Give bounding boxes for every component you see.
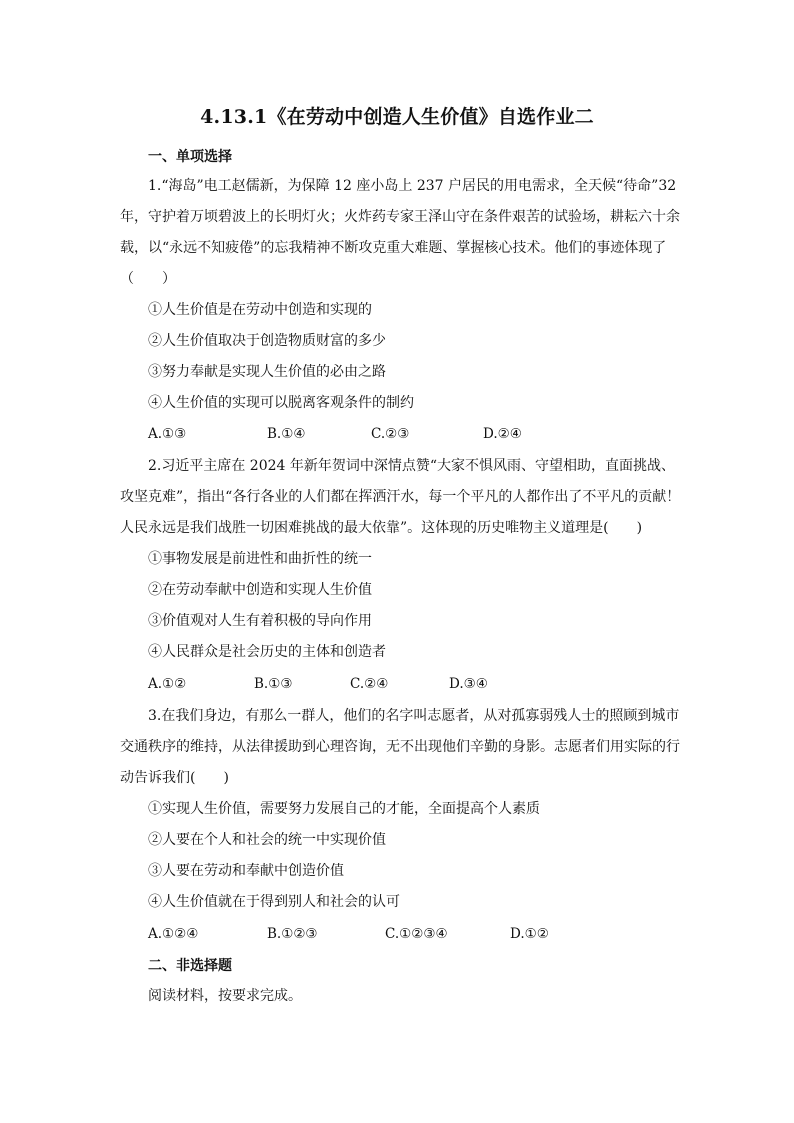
question-2-option-1: ①事物发展是前进性和曲折性的统一: [148, 551, 372, 567]
question-3-line-1: 3.在我们身边，有那么一群人，他们的名字叫志愿者，从对孤寡弱残人士的照顾到城市: [148, 708, 680, 724]
question-2-answer-c: C.②④: [350, 676, 389, 692]
question-2-answer-a: A.①②: [148, 676, 187, 692]
question-1-line-3: 载，以“永远不知疲倦”的忘我精神不断攻克重大难题、掌握核心技术。他们的事迹体现了: [120, 240, 667, 256]
question-1-answer-b: B.①④: [267, 426, 306, 442]
reading-instruction: 阅读材料，按要求完成。: [148, 988, 302, 1004]
question-1-option-1: ①人生价值是在劳动中创造和实现的: [148, 302, 372, 318]
question-2-line-1: 2.习近平主席在 2024 年新年贺词中深情点赞“大家不惧风雨、守望相助，直面挑战、: [148, 458, 676, 474]
question-2-option-2: ②在劳动奉献中创造和实现人生价值: [148, 582, 372, 598]
question-1-line-4: （ ）: [120, 271, 176, 287]
question-1-option-2: ②人生价值取决于创造物质财富的多少: [148, 333, 386, 349]
question-2-line-2: 攻坚克难”，指出“各行各业的人们都在挥洒汗水，每一个平凡的人都作出了不平凡的贡献！: [120, 489, 681, 505]
question-2-answer-d: D.③④: [449, 676, 488, 692]
question-1-option-4: ④人生价值的实现可以脱离客观条件的制约: [148, 395, 414, 411]
question-3-answer-b: B.①②③: [267, 926, 318, 942]
question-3-line-2: 交通秩序的维持，从法律援助到心理咨询，无不出现他们辛勤的身影。志愿者们用实际的行: [120, 739, 680, 755]
question-1-option-3: ③努力奉献是实现人生价值的必由之路: [148, 364, 386, 380]
question-3-option-2: ②人要在个人和社会的统一中实现价值: [148, 832, 386, 848]
page-title: 4.13.1《在劳动中创造人生价值》自选作业二: [200, 106, 594, 128]
question-1-answer-a: A.①③: [148, 426, 187, 442]
section-heading-single-choice: 一、单项选择: [148, 149, 232, 165]
question-2-option-4: ④人民群众是社会历史的主体和创造者: [148, 644, 386, 660]
question-1-answers: [148, 424, 680, 444]
question-3-answer-c: C.①②③④: [385, 926, 448, 942]
question-3-option-3: ③人要在劳动和奉献中创造价值: [148, 863, 344, 879]
question-3-line-3: 动告诉我们( ): [120, 770, 229, 786]
question-1-line-2: 年，守护着万顷碧波上的长明灯火；火炸药专家王泽山守在条件艰苦的试验场，耕耘六十余: [120, 209, 680, 225]
question-2-option-3: ③价值观对人生有着积极的导向作用: [148, 613, 372, 629]
question-3-answers: [148, 924, 680, 944]
question-1-answer-c: C.②③: [371, 426, 410, 442]
question-2-answer-b: B.①③: [254, 676, 293, 692]
question-1-answer-d: D.②④: [483, 426, 522, 442]
question-3-answer-a: A.①②④: [148, 926, 199, 942]
section-heading-non-choice: 二、非选择题: [148, 958, 232, 974]
question-1-line-1: 1.“海岛”电工赵儒新，为保障 12 座小岛上 237 户居民的用电需求，全天候“待命”32: [148, 178, 677, 194]
question-2-answers: [148, 674, 680, 694]
question-3-option-4: ④人生价值就在于得到别人和社会的认可: [148, 894, 400, 910]
question-3-option-1: ①实现人生价值，需要努力发展自己的才能，全面提高个人素质: [148, 801, 540, 817]
question-3-answer-d: D.①②: [510, 926, 549, 942]
question-2-line-3: 人民永远是我们战胜一切困难挑战的最大依靠”。这体现的历史唯物主义道理是( ): [120, 520, 643, 536]
